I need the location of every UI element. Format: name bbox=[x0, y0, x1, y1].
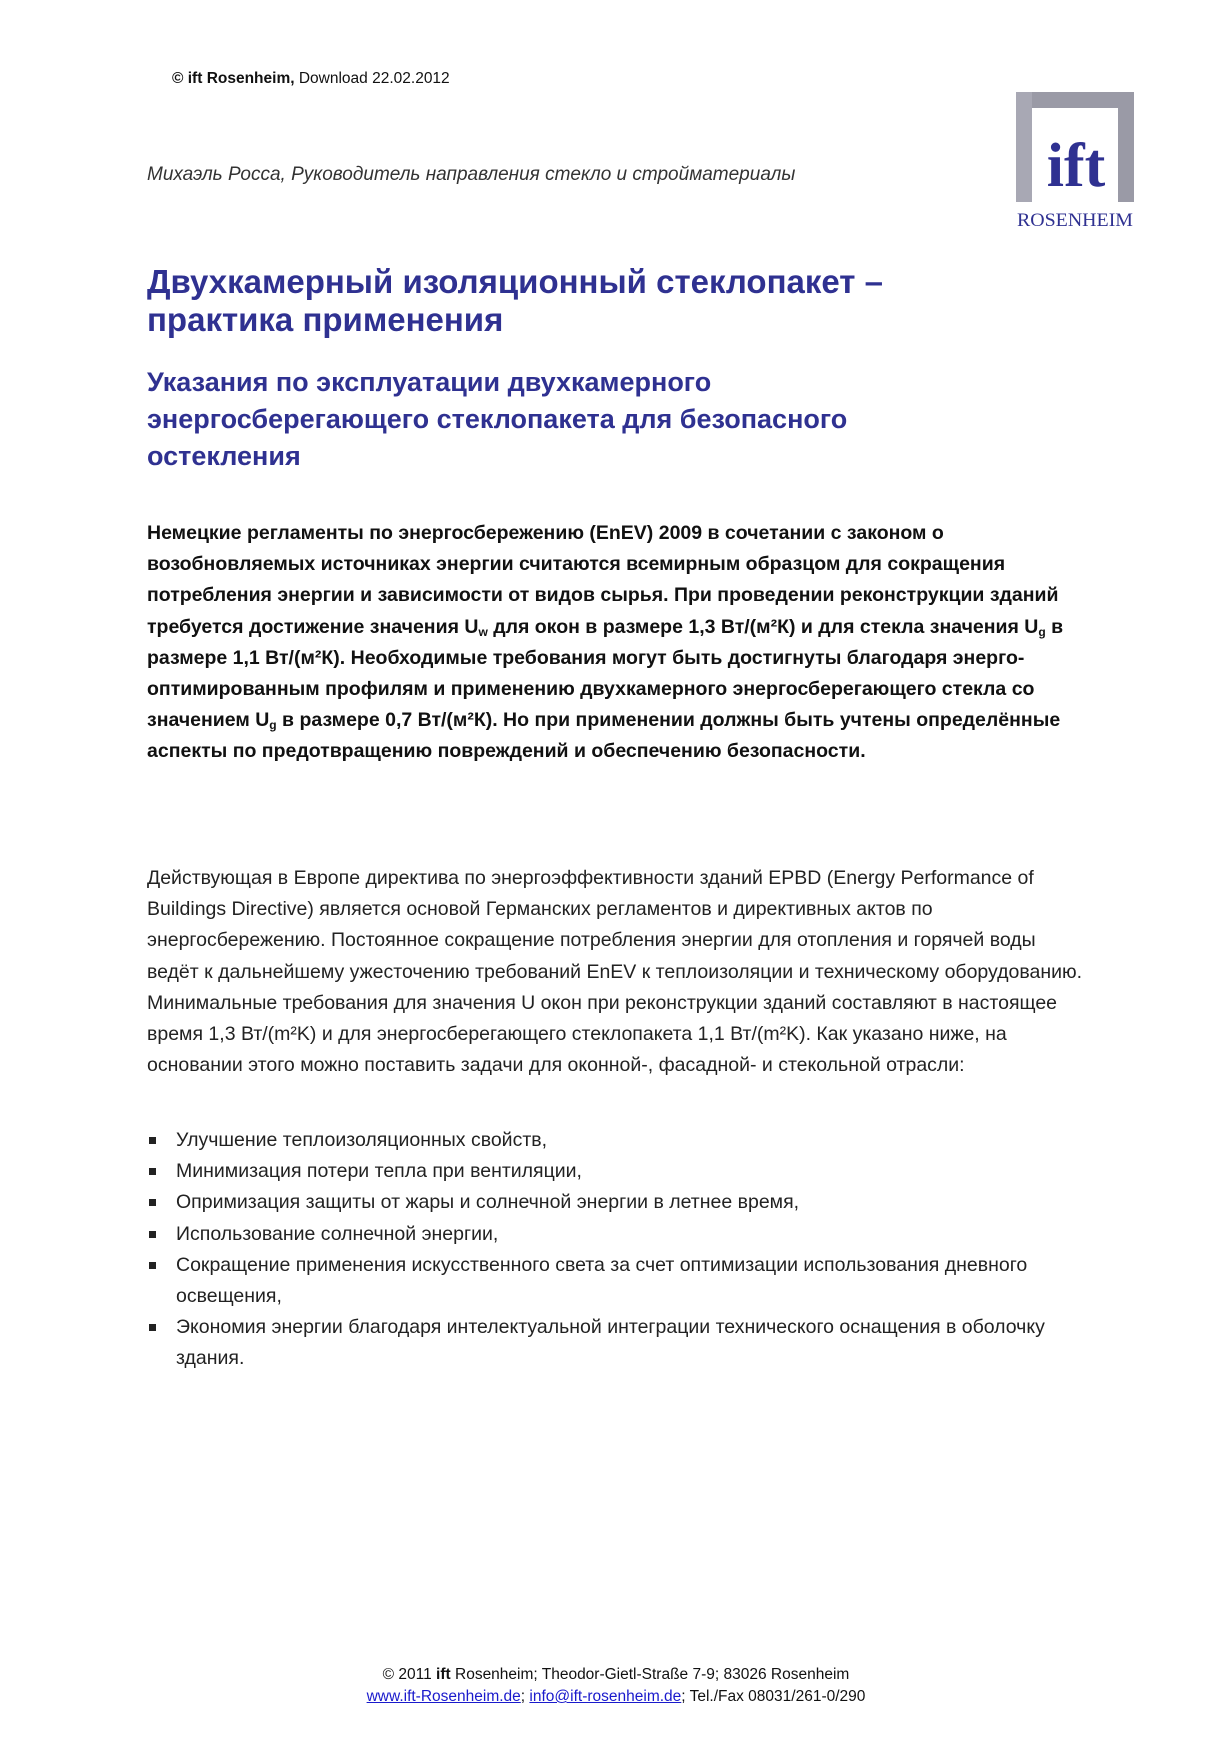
list-item bbox=[147, 1312, 1087, 1374]
logo-letters: ift bbox=[1046, 132, 1106, 200]
lead-sub-g-2: g bbox=[269, 718, 277, 733]
ift-rosenheim-logo bbox=[1016, 92, 1134, 232]
list-item-text: Экономия энергии благодаря интелектуальной интеграции технического оснащения в оболочку здания. bbox=[176, 1316, 1045, 1370]
lead-part-1: Немецкие регламенты по энергосбережению (EnEV) 2009 в сочетании с законом о возобновляемых источниках энергии считаются всемирным образцом для сокращения потребления энергии и зависимости от видов сырья. При проведении реконструкции зданий требуется достижение значения U bbox=[147, 522, 1059, 638]
subtitle-line-3: остекления bbox=[147, 441, 301, 471]
org-name: ift bbox=[187, 70, 203, 87]
bullet-icon bbox=[149, 1324, 156, 1331]
subtitle-line-1: Указания по эксплуатации двухкамерного bbox=[147, 367, 712, 397]
footer-address: Rosenheim; Theodor-Gietl-Straße 7-9; 83026 Rosenheim bbox=[455, 1666, 850, 1683]
bullet-icon bbox=[149, 1137, 156, 1144]
subtitle-line-2: энергосберегающего стеклопакета для безопасного bbox=[147, 404, 848, 434]
lead-sub-g-1: g bbox=[1038, 624, 1046, 639]
title-line-2: практика применения bbox=[147, 301, 504, 338]
title-line-1: Двухкамерный изоляционный стеклопакет – bbox=[147, 263, 883, 300]
list-item bbox=[147, 1219, 1087, 1250]
lead-sub-w: w bbox=[478, 624, 488, 639]
list-item-text: Опримизация защиты от жары и солнечной энергии в летнее время, bbox=[176, 1191, 800, 1214]
list-item bbox=[147, 1125, 1087, 1156]
task-list bbox=[147, 1125, 1087, 1375]
page-title bbox=[147, 263, 1047, 339]
footer-contact-line bbox=[0, 1686, 1232, 1708]
list-item-text: Улучшение теплоизоляционных свойств, bbox=[176, 1129, 548, 1151]
org-suffix: Rosenheim, bbox=[206, 70, 295, 87]
page-footer bbox=[0, 1664, 1232, 1708]
lead-paragraph bbox=[147, 518, 1087, 768]
lead-part-4: в размере 0,7 Вт/(м²К). Но при применении должны быть учтены определённые аспекты по предотвращению повреждений и обеспечению безопасности. bbox=[147, 709, 1061, 763]
lead-part-2: для окон в размере 1,3 Вт/(м²К) и для стекла значения U bbox=[487, 615, 1039, 638]
list-item bbox=[147, 1187, 1087, 1218]
body-paragraph: Действующая в Европе директива по энергоэффективности зданий EPBD (Energy Performance of Buildings Directive) является основой Германских регламентов и директивных актов по энергосбережению. Постоянное сокращение потребления энергии для отопления и горячей воды ведёт к дальнейшему ужесточению требований EnEV к теплоизоляции и техническому оборудованию. Минимальные требования для значения U окон при реконструкции зданий составляют в настоящее время 1,3 Вт/(m²K) и для энергосберегающего стеклопакета 1,1 Вт/(m²K). Как указано ниже, на основании этого можно поставить задачи для оконной-, фасадной- и стекольной отрасли: bbox=[147, 867, 1083, 1077]
list-item-text: Использование солнечной энергии, bbox=[176, 1222, 499, 1245]
bullet-icon bbox=[149, 1168, 156, 1175]
bullet-icon bbox=[149, 1231, 156, 1238]
footer-address-line bbox=[0, 1664, 1232, 1686]
email-link[interactable]: info@ift-rosenheim.de bbox=[529, 1688, 682, 1705]
logo-city: ROSENHEIM bbox=[1017, 210, 1134, 231]
list-item-text: Сокращение применения искусственного света за счет оптимизации использования дневного освещения, bbox=[176, 1253, 1028, 1308]
list-item bbox=[147, 1156, 1087, 1187]
download-date: Download 22.02.2012 bbox=[298, 70, 450, 87]
bullet-icon bbox=[149, 1262, 156, 1269]
footer-phone: ; Tel./Fax 08031/261-0/290 bbox=[681, 1688, 866, 1705]
website-link[interactable]: www.ift-Rosenheim.de bbox=[366, 1688, 521, 1705]
download-line bbox=[172, 70, 450, 88]
footer-copyright: © 2011 bbox=[382, 1666, 432, 1683]
author-line: Михаэль Росса, Руководитель направления стекло и стройматериалы bbox=[147, 164, 796, 185]
footer-separator: ; bbox=[520, 1688, 526, 1705]
page-subtitle bbox=[147, 364, 1047, 475]
footer-org: ift bbox=[436, 1666, 451, 1683]
list-item bbox=[147, 1250, 1087, 1312]
copyright-symbol: © bbox=[172, 70, 184, 87]
bullet-icon bbox=[149, 1199, 156, 1206]
lead-part-3: в размере 1,1 Вт/(м²К). Необходимые требования могут быть достигнуты благодаря энерго-оптимированным профилям и применению двухкамерного энергосберегающего стекла со значением U bbox=[147, 615, 1064, 732]
list-item-text: Минимизация потери тепла при вентиляции, bbox=[176, 1160, 582, 1183]
